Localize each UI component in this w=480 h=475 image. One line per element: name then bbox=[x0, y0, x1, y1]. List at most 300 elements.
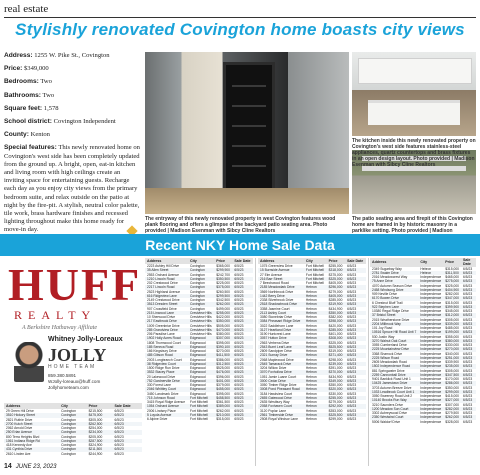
cell-date: 6/5/23 bbox=[232, 319, 253, 323]
cell-address: 2223 Ashley Hill Drive bbox=[147, 264, 180, 268]
cell-price: $347,500 bbox=[445, 372, 460, 377]
cell-price: $255,000 bbox=[328, 264, 343, 268]
cell-address: 1200 Meadow Sun Court bbox=[370, 407, 418, 411]
team-subtitle: HOME TEAM bbox=[48, 364, 97, 370]
cell-price: $199,000 bbox=[445, 330, 460, 335]
sales-table-3 bbox=[258, 258, 366, 421]
cell-date: 6/5/23 bbox=[461, 313, 476, 317]
cell-date: 6/5/23 bbox=[461, 339, 476, 343]
cell-price: $342,500 bbox=[216, 298, 230, 302]
cell-price: $282,000 bbox=[445, 406, 460, 411]
cell-price: $525,000 bbox=[216, 366, 230, 370]
cell-price: $315,000 bbox=[445, 300, 460, 305]
cell-address: 909 Neville Drive bbox=[372, 292, 397, 296]
cell-price: $318,000 bbox=[327, 268, 345, 272]
table-row bbox=[145, 319, 253, 323]
table-row bbox=[145, 285, 253, 289]
cell-address: 10516 Spruce Hill Road Unit 7 bbox=[372, 330, 417, 335]
cell-address: 2225 Wilson Road bbox=[370, 356, 418, 360]
cell-price: $215,500 bbox=[88, 409, 103, 413]
cell-price: $470,000 bbox=[214, 328, 232, 332]
cell-date: 6/5/23 bbox=[234, 289, 244, 294]
cell-address: 881 Springwater Drive bbox=[372, 368, 405, 373]
cell-city: Hebron bbox=[305, 383, 317, 387]
cell-city: Covington bbox=[59, 430, 87, 434]
bathrooms-value: Two bbox=[42, 91, 55, 99]
cell-date: 6/5/23 bbox=[114, 426, 124, 430]
cell-address: 3050 Sweeney Road Unit 2 bbox=[372, 394, 413, 398]
cell-city: Covington bbox=[188, 285, 214, 289]
cell-date: 6/5/23 bbox=[463, 351, 473, 356]
cell-address: 2561 Timberside Drive bbox=[258, 413, 304, 417]
jolly-logo: JOLLY bbox=[48, 345, 107, 365]
cell-city: Hebron bbox=[304, 345, 327, 349]
cell-city: Independence bbox=[420, 326, 442, 330]
cell-date: 6/5/23 bbox=[347, 340, 357, 345]
cell-price: $251,000 bbox=[445, 355, 460, 360]
features-value: This newly renovated home on Covington's west side has been completely updated from the ground up. A bright, open, eat-in kitchen and living room with high ceilings create an inviting space for entertaining guests. Recharge each day as you enjoy city views from the primary bedroom suite, and relax outside on the patio at night by the fire-pit. A stylish, neutral color palette, tile work, brass hardware finishes and recessed lighting throughout make this home ready for move-in day. bbox=[4, 144, 140, 234]
cell-address: 3302 Aubreywood Drive bbox=[372, 411, 408, 415]
cell-city: Hebron bbox=[305, 323, 317, 328]
cell-date: 6/5/23 bbox=[461, 296, 476, 300]
cell-price: $308,000 bbox=[327, 336, 345, 340]
cell-city: Hebron bbox=[418, 271, 443, 275]
cell-address: 216 Barr Street bbox=[258, 277, 304, 281]
cell-address: 2058 Foxhaven Court bbox=[258, 404, 304, 408]
cell-date: 6/5/23 bbox=[234, 357, 244, 362]
cell-city: Hebron bbox=[305, 349, 317, 353]
cell-date: 6/5/23 bbox=[114, 417, 124, 422]
cell-date: 6/5/23 bbox=[347, 264, 357, 268]
cell-city: Hebron bbox=[420, 266, 432, 271]
cell-price: $328,000 bbox=[445, 419, 460, 424]
cell-address: 2610 Linden Ave bbox=[6, 451, 31, 456]
cell-date: 6/5/23 bbox=[234, 366, 244, 370]
cell-date: 6/5/23 bbox=[461, 322, 476, 326]
cell-city: Independence bbox=[420, 279, 442, 284]
cell-city: Covington bbox=[61, 426, 76, 430]
cell-price: $399,900 bbox=[445, 304, 460, 309]
cell-price: $287,500 bbox=[87, 439, 113, 443]
table-row bbox=[145, 353, 253, 357]
cell-date: 6/5/23 bbox=[234, 408, 244, 413]
cell-date: 6/5/23 bbox=[232, 379, 253, 383]
cell-price: $325,000 bbox=[328, 340, 343, 345]
cell-price: $340,000 bbox=[445, 351, 460, 356]
cell-date: 6/5/23 bbox=[345, 294, 366, 298]
cell-city: Independence bbox=[420, 372, 442, 377]
cell-date: 6/5/23 bbox=[461, 330, 476, 334]
cell-city: Hebron bbox=[305, 417, 317, 421]
cell-date: 6/5/23 bbox=[461, 279, 476, 283]
huff-logo: HUFF bbox=[8, 259, 142, 310]
cell-city: Covington bbox=[59, 413, 87, 417]
cell-address: 75 Anne Drive bbox=[370, 279, 418, 283]
kitchen-caption: The kitchen inside this newly renovated property on Covington's west side features stainless-steel appliances, quartz countertops and brass fixtures in an open design layout. Photo provided | Madison Esenman with Sibcy Cline Realtors bbox=[352, 138, 476, 168]
cell-city: Independence bbox=[420, 398, 442, 403]
cell-city: Edgewood bbox=[190, 383, 206, 387]
table-row bbox=[145, 268, 253, 272]
cell-price: $401,000 bbox=[214, 379, 232, 383]
cell-city: Hebron bbox=[304, 302, 327, 306]
cell-city: Independence bbox=[420, 330, 442, 335]
cell-address: 1075 Greenview Drive bbox=[260, 264, 293, 268]
cell-address: 101 Joy Road bbox=[372, 326, 393, 330]
cell-address: 2113 Ashby Court bbox=[258, 311, 304, 315]
cell-date: 6/5/23 bbox=[347, 349, 357, 353]
cell-address: 2563 Verbena Drive bbox=[260, 340, 290, 345]
cell-address: 922 Stephen Lane bbox=[370, 305, 418, 309]
table-row bbox=[4, 413, 142, 417]
cell-address: 2518 Shadowbrook Drive bbox=[258, 302, 304, 306]
table-row bbox=[258, 285, 366, 289]
table-row bbox=[145, 370, 253, 374]
cell-address: 2635 Westbury Way bbox=[260, 400, 290, 404]
cell-address: 3190 Huntcrest Lane bbox=[260, 332, 291, 336]
cell-address: 2655 Gatewood Drive bbox=[258, 396, 304, 400]
cell-date: 6/5/23 bbox=[232, 294, 253, 298]
cell-address: 2545 Tamarack Drive bbox=[258, 362, 304, 366]
cell-price: $389,000 bbox=[214, 404, 232, 408]
cell-address: 3358 Jasmine Court bbox=[260, 306, 290, 311]
cell-city: Covington bbox=[59, 447, 87, 451]
cell-date: 6/5/23 bbox=[463, 385, 473, 390]
cell-price: $312,500 bbox=[214, 362, 232, 366]
cell-city: Independence bbox=[420, 415, 442, 420]
table-row bbox=[145, 387, 253, 391]
cell-date: 6/5/23 bbox=[463, 394, 473, 398]
cell-city: Fort Mitchell bbox=[188, 404, 214, 408]
cell-date: 6/5/23 bbox=[347, 332, 357, 336]
cell-city: Independence bbox=[420, 317, 442, 322]
cell-price: $299,500 bbox=[214, 294, 232, 298]
table-row bbox=[258, 319, 366, 323]
cell-price: $355,000 bbox=[445, 334, 460, 339]
cell-city: Hebron bbox=[304, 413, 327, 417]
cell-price: $255,000 bbox=[214, 311, 232, 315]
cell-date: 6/5/23 bbox=[345, 336, 366, 340]
cell-date: 6/5/23 bbox=[463, 411, 473, 415]
sqft-label: Square feet: bbox=[4, 104, 43, 112]
cell-address: 2016 Meadowcrest Way bbox=[372, 275, 408, 279]
cell-date: 6/5/23 bbox=[347, 383, 357, 387]
cell-address: 1033 Leadbrook Court Unit 1 bbox=[370, 390, 418, 394]
col-date: Sale Date bbox=[113, 403, 143, 409]
cell-price: $260,500 bbox=[216, 289, 230, 294]
col-address: Address bbox=[258, 258, 304, 264]
cell-city: Independence bbox=[420, 351, 442, 356]
cell-date: 6/5/23 bbox=[347, 323, 357, 328]
cell-date: 6/5/23 bbox=[345, 353, 366, 357]
cell-city: Covington bbox=[190, 281, 205, 285]
cell-price: $262,000 bbox=[445, 415, 460, 420]
cell-city: Crestview Hills bbox=[188, 319, 214, 323]
table-row bbox=[4, 430, 142, 434]
cell-address: 530 Justin Way bbox=[372, 334, 395, 339]
cell-price: $275,000 bbox=[445, 279, 460, 284]
table-row bbox=[258, 387, 366, 391]
school-value: Covington Independent bbox=[53, 118, 116, 126]
cell-price: $415,000 bbox=[445, 394, 460, 398]
cell-city: Hebron bbox=[305, 366, 317, 370]
cell-address: 2006 Lindsey Place bbox=[147, 408, 176, 413]
cell-price: $434,900 bbox=[328, 374, 343, 379]
cell-date: 6/5/23 bbox=[347, 400, 357, 404]
cell-city: Edgewood bbox=[188, 370, 214, 374]
cell-address: 3270 Walnut Oak Court bbox=[370, 339, 418, 343]
col-price: Price bbox=[214, 258, 232, 264]
cell-address: 6 Chestnut Bluff Trail bbox=[372, 300, 403, 305]
bedrooms-value: Two bbox=[40, 78, 52, 86]
school-label: School district: bbox=[4, 118, 52, 126]
cell-address: 2349 Sugarbay Way bbox=[372, 266, 402, 271]
cell-price: $375,000 bbox=[328, 272, 343, 277]
cell-date: 6/5/23 bbox=[234, 281, 244, 285]
cell-price: $262,500 bbox=[87, 422, 113, 426]
cell-address: 3055 Cumberland Drive bbox=[372, 343, 407, 347]
cell-price: $235,000 bbox=[445, 364, 460, 369]
column-divider bbox=[255, 258, 256, 466]
cell-address: 800 Terra Heights Blvd bbox=[6, 434, 40, 439]
cell-city: Covington bbox=[190, 272, 205, 277]
cell-price: $350,500 bbox=[214, 277, 232, 281]
cell-date: 6/5/23 bbox=[234, 400, 244, 404]
cell-address: 2149 Crestwood Drive bbox=[147, 298, 180, 302]
cell-price: $361,500 bbox=[216, 400, 230, 404]
cell-date: 6/5/23 bbox=[234, 383, 244, 387]
cell-city: Edgewood bbox=[188, 353, 214, 357]
cell-date: 6/5/23 bbox=[113, 447, 143, 451]
cell-address: 10140 Brooks Run Way bbox=[370, 398, 418, 402]
cell-city: Hebron bbox=[304, 319, 327, 323]
cell-date: 6/5/23 bbox=[461, 390, 476, 394]
cell-address: 616 Ridgeview Lane bbox=[145, 294, 188, 298]
cell-price: $455,000 bbox=[214, 387, 232, 391]
table-row bbox=[145, 336, 253, 340]
cell-city: Independence bbox=[420, 300, 442, 305]
cell-city: Independence bbox=[420, 275, 442, 279]
cell-address: 485 Gibson Road bbox=[145, 353, 188, 357]
agent-website: Jollyhometeam.com bbox=[48, 385, 89, 390]
cell-price: $279,500 bbox=[445, 411, 460, 415]
cell-city: Fort Mitchell bbox=[190, 417, 208, 421]
cell-address: 15 Burnside Avenue bbox=[258, 268, 304, 272]
cell-price: $205,000 bbox=[88, 434, 103, 439]
cell-date: 6/5/23 bbox=[345, 268, 366, 272]
cell-address: 2259 Cannonball Drive bbox=[370, 373, 418, 377]
cell-price: $380,000 bbox=[445, 338, 460, 343]
cell-address: 6 Alpine Drive bbox=[147, 417, 168, 421]
col-city: City bbox=[59, 403, 87, 409]
cell-price: $270,000 bbox=[445, 347, 460, 352]
cell-address: 3510 Hickory Street bbox=[4, 413, 59, 417]
county-label: County: bbox=[4, 131, 29, 139]
cell-price: $371,400 bbox=[327, 353, 345, 357]
cell-date: 6/5/23 bbox=[461, 305, 476, 309]
cell-price: $299,900 bbox=[214, 268, 232, 272]
cell-date: 6/5/23 bbox=[232, 387, 253, 391]
affiliate-tagline: A Berkshire Hathaway Affiliate bbox=[22, 325, 98, 331]
cell-address: 185 Seneca Road bbox=[145, 345, 188, 349]
cell-price: $315,000 bbox=[445, 266, 460, 271]
cell-date: 6/5/23 bbox=[463, 309, 473, 313]
page-footer bbox=[4, 463, 57, 470]
cell-address: 5 Loyola Avenue bbox=[145, 413, 188, 417]
cell-date: 6/5/23 bbox=[345, 396, 366, 400]
cell-price: $324,900 bbox=[88, 443, 103, 447]
cell-city: Independence bbox=[420, 292, 442, 296]
cell-address: 2543 Burnt Leaf Lane bbox=[258, 345, 304, 349]
cell-city: Covington bbox=[190, 289, 205, 294]
col-date: Sale Date bbox=[461, 258, 476, 267]
cell-date: 6/5/23 bbox=[347, 366, 357, 370]
col-date: Sale Date bbox=[345, 258, 366, 264]
cell-address: 2003 Longbranch Court bbox=[147, 357, 182, 362]
cell-date: 6/5/23 bbox=[234, 298, 244, 302]
cell-city: Hebron bbox=[305, 400, 317, 404]
cell-city: Covington bbox=[188, 277, 214, 281]
cell-price: $292,000 bbox=[327, 404, 345, 408]
cell-price: $242,700 bbox=[216, 272, 230, 277]
cell-address: 2821 Ruthie Drive bbox=[6, 417, 33, 422]
cell-city: Hebron bbox=[304, 328, 327, 332]
cell-date: 6/5/23 bbox=[347, 289, 357, 294]
cell-date: 6/5/23 bbox=[461, 398, 476, 402]
cell-city: Covington bbox=[61, 434, 76, 439]
cell-date: 6/5/23 bbox=[232, 302, 253, 306]
cell-price: $320,000 bbox=[327, 387, 345, 391]
cell-date: 6/5/23 bbox=[463, 326, 473, 330]
cell-price: $262,000 bbox=[216, 408, 230, 413]
cell-address: 202 Crestwood Drive bbox=[147, 281, 178, 285]
cell-address: 1210 Lincoln Road bbox=[145, 277, 188, 281]
realty-wordmark: REALTY bbox=[14, 308, 97, 322]
cell-date: 6/5/23 bbox=[345, 311, 366, 315]
cell-date: 6/5/23 bbox=[234, 391, 244, 396]
col-price: Price bbox=[443, 258, 461, 267]
page-number: 14 bbox=[4, 463, 12, 470]
cell-city: Independence bbox=[420, 347, 442, 352]
cell-address: 1061 Indiana Ridge Rd bbox=[4, 439, 59, 443]
cell-price: $370,000 bbox=[327, 370, 345, 374]
cell-city: Independence bbox=[420, 394, 442, 398]
cell-city: Hebron bbox=[305, 289, 317, 294]
cell-date: 6/5/23 bbox=[232, 404, 253, 408]
cell-date: 6/5/23 bbox=[347, 298, 357, 302]
cell-address: 5006 Waldorf Drive bbox=[372, 419, 401, 424]
cell-date: 6/5/23 bbox=[461, 356, 476, 360]
cell-price: $476,000 bbox=[214, 370, 232, 374]
cell-price: $319,900 bbox=[327, 302, 345, 306]
cell-date: 6/5/23 bbox=[234, 315, 244, 319]
table-row bbox=[145, 417, 253, 421]
cell-city: Covington bbox=[61, 443, 76, 447]
sale-data-title: Recent NKY Home Sale Data bbox=[145, 237, 335, 253]
cell-date: 6/5/23 bbox=[232, 328, 253, 332]
cell-address: 2321 Sunray Drive bbox=[258, 353, 304, 357]
cell-price: $170,000 bbox=[445, 377, 460, 381]
cell-city: Fort Mitchell bbox=[190, 400, 208, 404]
cell-address: 3008 Pond Pheasant Road bbox=[258, 387, 304, 391]
cell-price: $325,000 bbox=[445, 283, 460, 288]
cell-city: Covington bbox=[59, 439, 87, 443]
cell-address: 2809 Sandpiper Drive bbox=[260, 349, 292, 353]
cell-price: $339,900 bbox=[445, 360, 460, 364]
cell-address: 3184 Hawkview Court bbox=[260, 391, 293, 396]
cell-price: $420,000 bbox=[328, 323, 343, 328]
cell-address: 3569 Northbrook Drive bbox=[260, 289, 294, 294]
cell-price: $210,000 bbox=[214, 413, 232, 417]
cell-price: $365,000 bbox=[216, 264, 230, 268]
cell-address: 10 Sherwood Drive bbox=[147, 315, 176, 319]
table-row bbox=[145, 404, 253, 408]
cell-date: 6/5/23 bbox=[345, 404, 366, 408]
cell-city: Hebron bbox=[304, 311, 327, 315]
cell-city: Covington bbox=[190, 298, 205, 302]
cell-price: $319,000 bbox=[328, 349, 343, 353]
cell-address: 35 Allen Street bbox=[145, 268, 188, 272]
cell-address: 2062 Arnold Drive bbox=[6, 426, 33, 430]
cell-address: 3368 Sharrock Drive bbox=[372, 351, 403, 356]
cell-date: 6/5/23 bbox=[234, 340, 244, 345]
cell-price: $311,500 bbox=[443, 271, 461, 275]
cell-city: Edgewood bbox=[188, 336, 214, 340]
cell-city: Hebron bbox=[304, 370, 327, 374]
cell-city: Independence bbox=[420, 334, 442, 339]
cell-city: Crestview Hills bbox=[188, 311, 214, 315]
cell-price: $353,000 bbox=[328, 408, 343, 413]
cell-price: $395,000 bbox=[216, 391, 230, 396]
cell-price: $286,000 bbox=[445, 381, 460, 386]
cell-address: 3415 Royal Ridge Avenue bbox=[147, 400, 186, 404]
cell-city: Hebron bbox=[305, 332, 317, 336]
cell-city: Independence bbox=[420, 364, 442, 369]
cell-address: 2605 Meadowlark Road bbox=[372, 360, 407, 364]
cell-city: Independence bbox=[420, 389, 442, 394]
cell-price: $350,000 bbox=[445, 385, 460, 390]
cell-date: 6/5/23 bbox=[234, 323, 244, 328]
cell-address: 2338 Silverbrook Drive bbox=[260, 298, 294, 302]
cell-price: $299,000 bbox=[445, 389, 460, 394]
cell-address: 10380 Regal Ridge Drive bbox=[372, 309, 409, 313]
cell-address: 285 Grandview Drive bbox=[145, 328, 188, 332]
table-row bbox=[4, 447, 142, 451]
cell-city: Hebron bbox=[305, 298, 317, 302]
cell-date: 6/5/23 bbox=[463, 292, 473, 296]
cell-price: $380,000 bbox=[216, 332, 230, 336]
table-row bbox=[4, 452, 142, 456]
property-facts bbox=[4, 52, 142, 240]
cell-date: 6/5/23 bbox=[461, 407, 476, 411]
cell-address: 418 Kennedy Ave bbox=[6, 443, 32, 447]
cell-date: 6/5/23 bbox=[345, 302, 366, 306]
bathrooms-label: Bathrooms: bbox=[4, 91, 41, 99]
cell-city: Independence bbox=[420, 343, 442, 347]
cell-price: $239,000 bbox=[327, 362, 345, 366]
cell-price: $422,000 bbox=[216, 315, 230, 319]
cell-city: Hebron bbox=[304, 336, 327, 340]
cell-address: 2508 Royal Windsor Lane bbox=[260, 417, 298, 421]
cell-date: 6/5/23 bbox=[232, 362, 253, 366]
agent-contact bbox=[48, 373, 142, 391]
col-price: Price bbox=[87, 403, 113, 409]
cell-price: $485,000 bbox=[445, 326, 460, 330]
cell-city: Crestview Hills bbox=[190, 315, 212, 319]
cell-address: 3450 Landmark Drive bbox=[147, 391, 179, 396]
cell-price: $305,000 bbox=[445, 368, 460, 373]
cell-address: 29 Green Hill Drive bbox=[6, 409, 34, 413]
cell-city: Edgewood bbox=[190, 349, 206, 353]
